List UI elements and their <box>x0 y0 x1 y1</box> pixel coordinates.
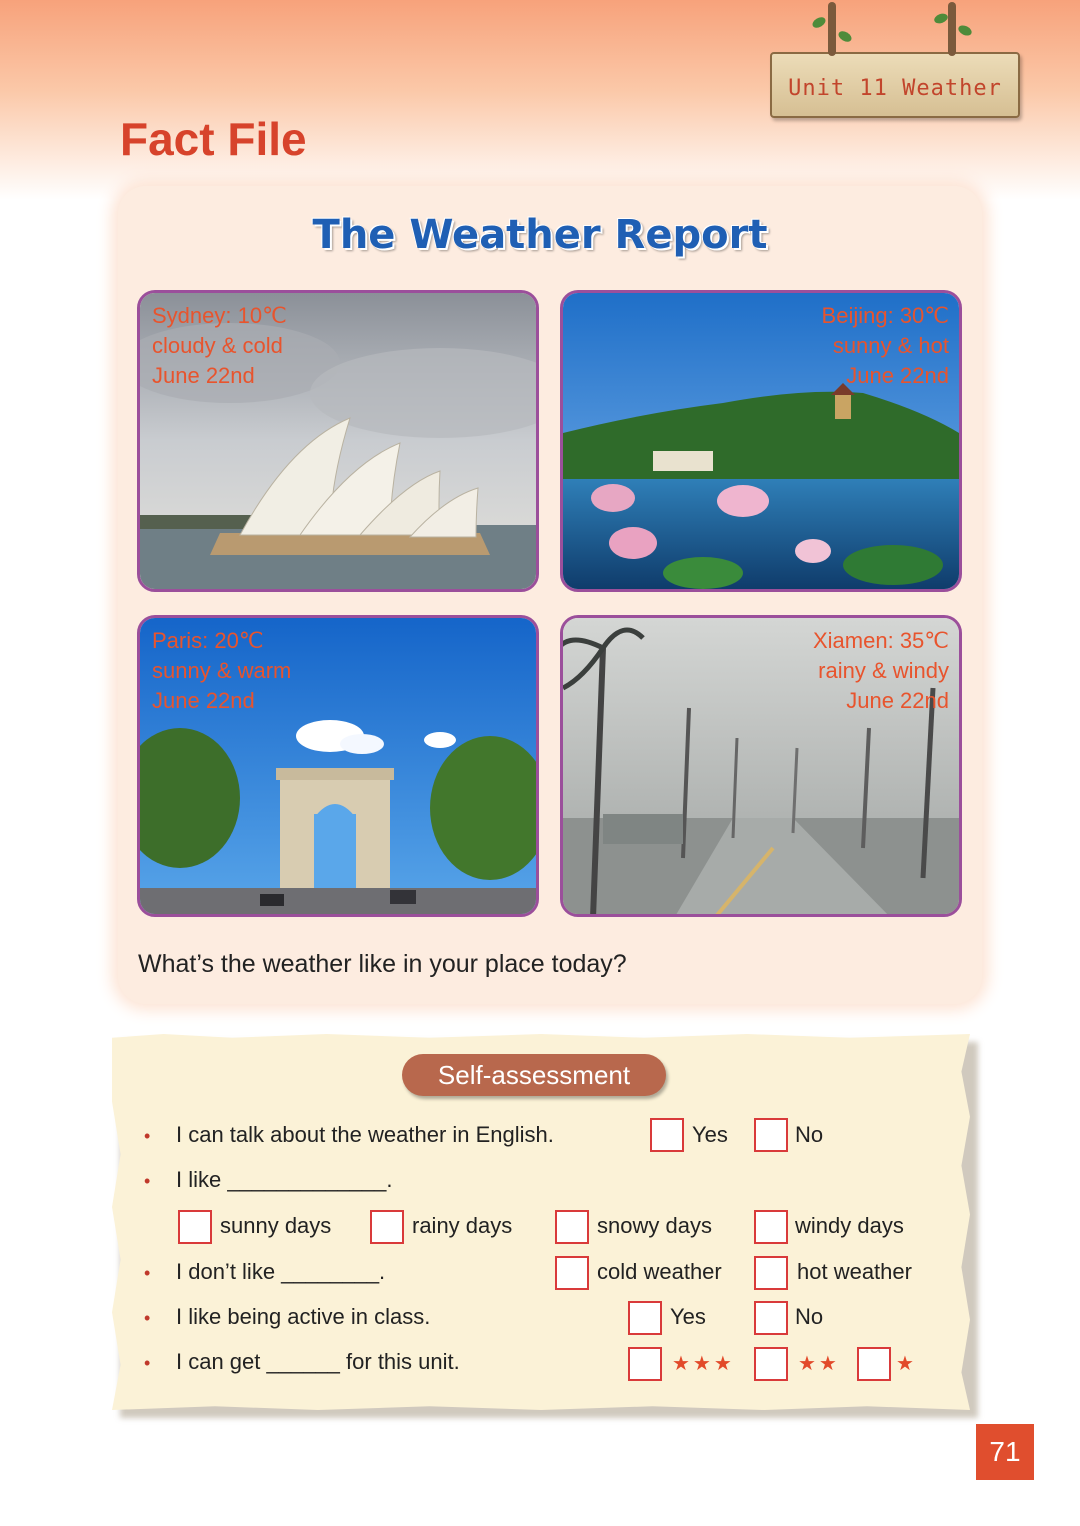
city-name: Xiamen: 35℃ <box>813 628 949 653</box>
assessment-statement: I can talk about the weather in English. <box>176 1122 554 1147</box>
beijing-caption <box>822 301 949 391</box>
unit-sign <box>770 52 1020 118</box>
city-name: Sydney: 10℃ <box>152 303 287 328</box>
option-label: hot weather <box>797 1259 912 1284</box>
windy-days-checkbox[interactable] <box>754 1210 788 1244</box>
beijing-photo <box>560 290 962 592</box>
bullet-icon: • <box>144 1308 151 1328</box>
report-title: The Weather Report <box>312 212 768 258</box>
bullet-icon: • <box>144 1263 151 1283</box>
page-title: Fact File <box>120 113 307 165</box>
yes-label: Yes <box>692 1122 728 1147</box>
no-label: No <box>795 1122 824 1147</box>
two-star-icon: ★★ <box>798 1353 840 1375</box>
vine-decoration <box>948 2 956 56</box>
assessment-statement: I don’t like ________. <box>176 1259 386 1284</box>
paris-caption <box>152 626 291 716</box>
vine-decoration <box>828 2 836 56</box>
two-star-checkbox[interactable] <box>754 1347 788 1381</box>
cold-weather-checkbox[interactable] <box>555 1256 589 1290</box>
sunny-days-checkbox[interactable] <box>178 1210 212 1244</box>
unit-label: Unit 11 Weather <box>788 76 1002 101</box>
bullet-icon: • <box>144 1126 151 1146</box>
xiamen-photo <box>560 615 962 917</box>
sydney-photo <box>137 290 539 592</box>
option-label: snowy days <box>597 1213 712 1238</box>
city-weather: rainy & windy <box>818 658 949 683</box>
weather-question: What’s the weather like in your place today? <box>138 950 627 978</box>
yes-checkbox[interactable] <box>650 1118 684 1152</box>
option-label: rainy days <box>412 1213 513 1238</box>
one-star-checkbox[interactable] <box>857 1347 891 1381</box>
self-assessment-title: Self-assessment <box>402 1054 666 1096</box>
yes-checkbox[interactable] <box>628 1301 662 1335</box>
xiamen-caption <box>813 626 949 716</box>
hot-weather-checkbox[interactable] <box>754 1256 788 1290</box>
bullet-icon: • <box>144 1171 151 1191</box>
rainy-days-checkbox[interactable] <box>370 1210 404 1244</box>
one-star-icon: ★ <box>896 1353 917 1375</box>
city-date: June 22nd <box>152 688 255 713</box>
option-label: cold weather <box>597 1259 722 1284</box>
city-date: June 22nd <box>846 363 949 388</box>
no-checkbox[interactable] <box>754 1301 788 1335</box>
city-date: June 22nd <box>846 688 949 713</box>
three-star-checkbox[interactable] <box>628 1347 662 1381</box>
assessment-statement: I like _____________. <box>176 1167 393 1192</box>
three-star-icon: ★★★ <box>672 1353 735 1375</box>
paris-photo <box>137 615 539 917</box>
bullet-icon: • <box>144 1353 151 1373</box>
assessment-statement: I like being active in class. <box>176 1304 431 1329</box>
city-weather: cloudy & cold <box>152 333 283 358</box>
page-number: 71 <box>976 1424 1034 1480</box>
no-checkbox[interactable] <box>754 1118 788 1152</box>
no-label: No <box>795 1304 824 1329</box>
option-label: sunny days <box>220 1213 332 1238</box>
city-weather: sunny & hot <box>832 333 949 358</box>
snowy-days-checkbox[interactable] <box>555 1210 589 1244</box>
sydney-caption <box>152 301 287 391</box>
assessment-statement: I can get ______ for this unit. <box>176 1349 460 1374</box>
city-name: Beijing: 30℃ <box>821 303 949 328</box>
city-weather: sunny & warm <box>152 658 292 683</box>
city-date: June 22nd <box>152 363 255 388</box>
option-label: windy days <box>795 1213 904 1238</box>
city-name: Paris: 20℃ <box>152 628 264 653</box>
yes-label: Yes <box>670 1304 706 1329</box>
